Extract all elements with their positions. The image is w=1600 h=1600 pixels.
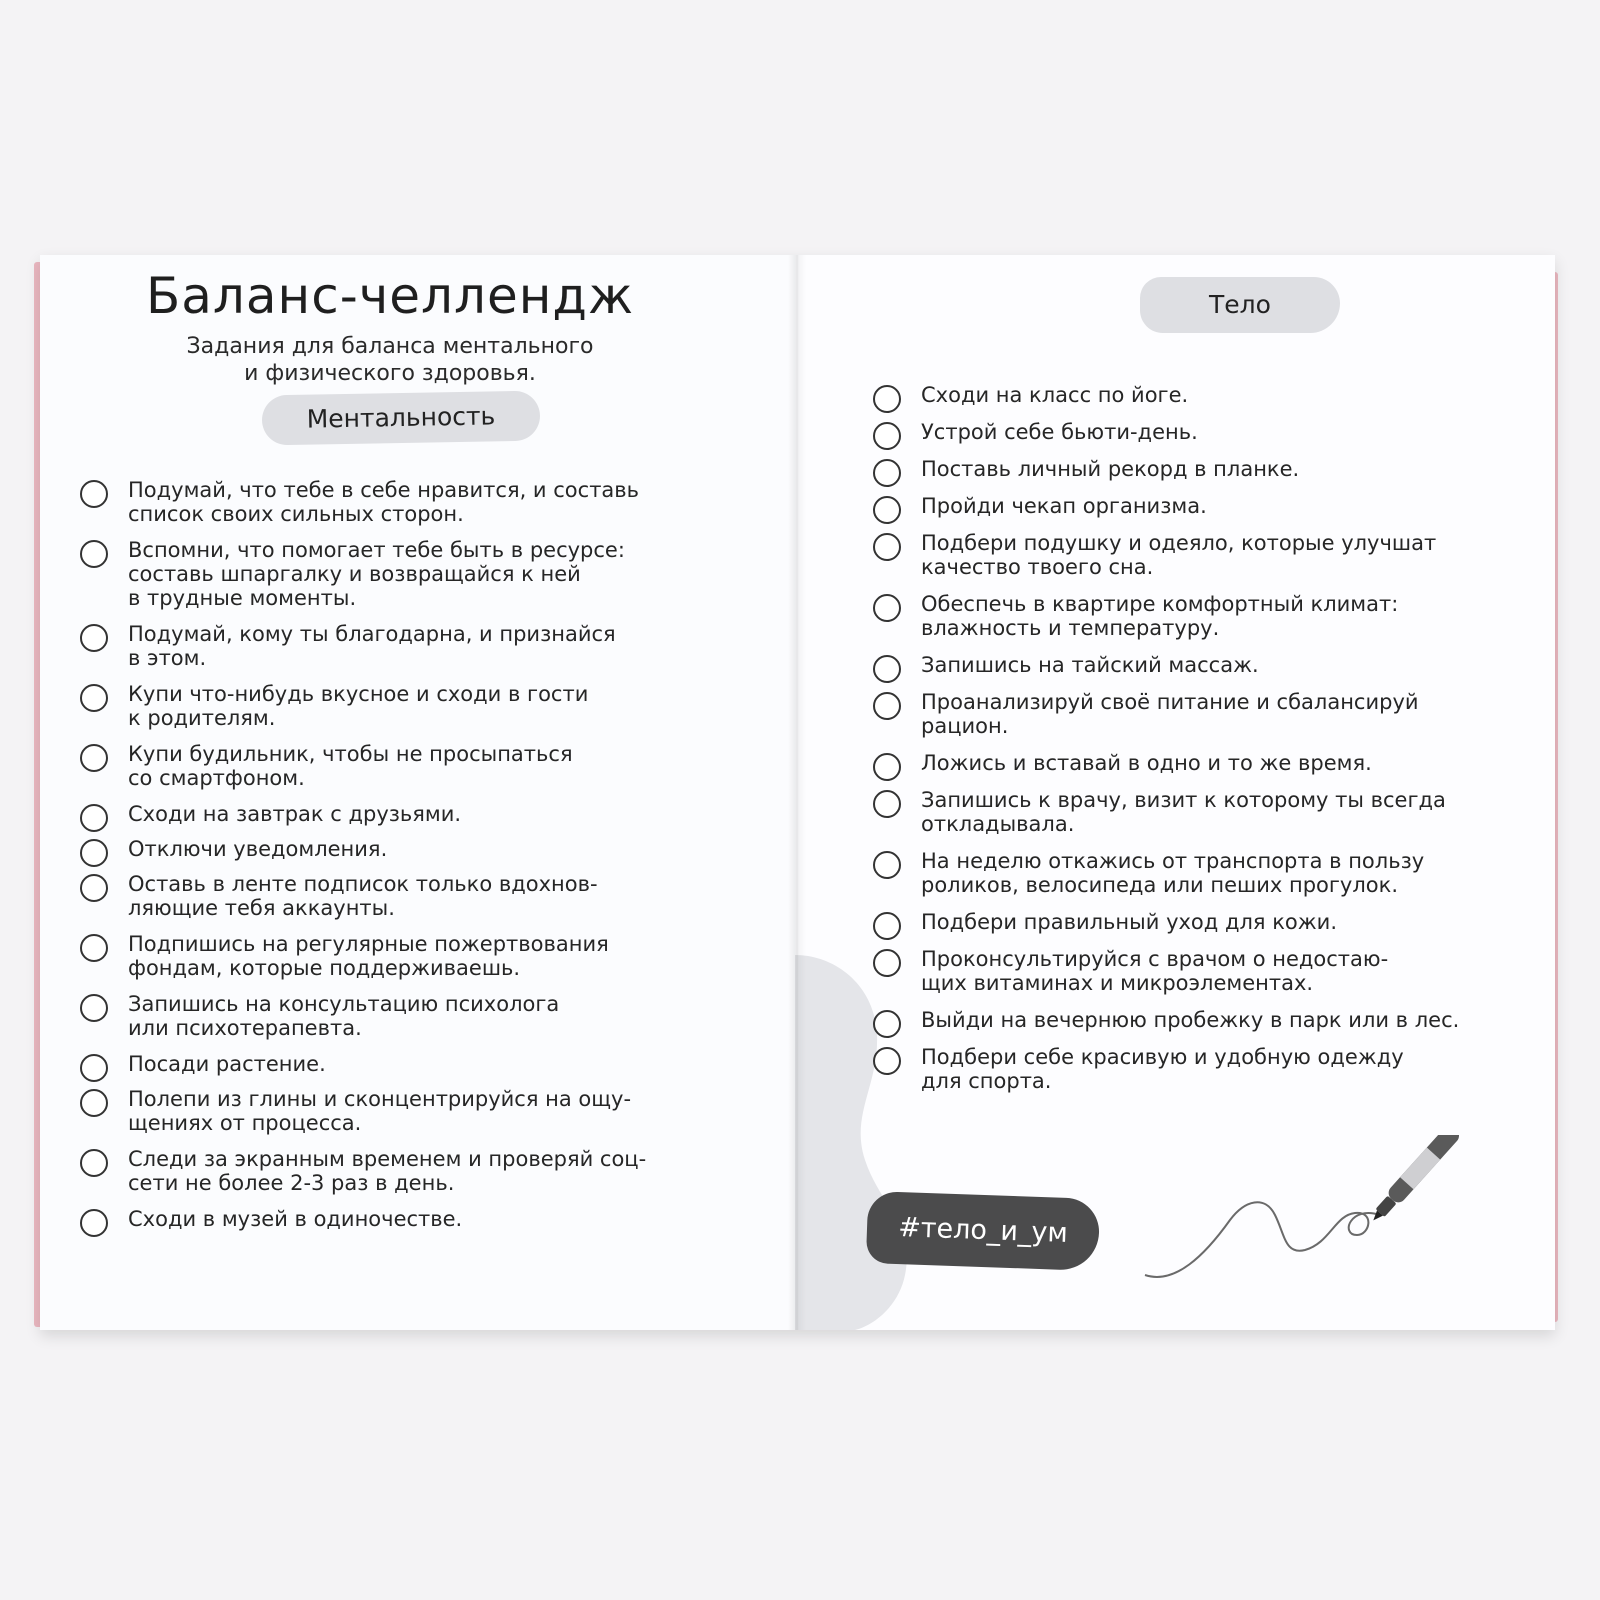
checkbox-circle[interactable] bbox=[80, 1209, 108, 1237]
checklist-item bbox=[873, 653, 1533, 677]
task-text: Подбери себе красивую и удобную одежду bbox=[921, 1045, 1404, 1069]
task-text: рацион. bbox=[921, 714, 1009, 738]
task-text: откладывала. bbox=[921, 812, 1075, 836]
task-text: Купи будильник, чтобы не просыпаться bbox=[128, 742, 573, 766]
task-text: Подбери подушку и одеяло, которые улучшат bbox=[921, 531, 1437, 555]
checklist-item bbox=[873, 690, 1533, 738]
task-text: со смартфоном. bbox=[128, 766, 305, 790]
task-text: Сходи на завтрак с друзьями. bbox=[128, 802, 462, 826]
task-text: ляющие тебя аккаунты. bbox=[128, 896, 395, 920]
checkbox-circle[interactable] bbox=[80, 480, 108, 508]
task-text: или психотерапевта. bbox=[128, 1016, 362, 1040]
task-text: На неделю откажись от транспорта в пользу bbox=[921, 849, 1425, 873]
task-text: Подпишись на регулярные пожертвования bbox=[128, 932, 609, 956]
task-text: Проанализируй своё питание и сбалансируй bbox=[921, 690, 1419, 714]
task-text: Запишись к врачу, визит к которому ты всегда bbox=[921, 788, 1446, 812]
task-text: качество твоего сна. bbox=[921, 555, 1154, 579]
task-text: Обеспечь в квартире комфортный климат: bbox=[921, 592, 1399, 616]
task-text: щих витаминах и микроэлементах. bbox=[921, 971, 1314, 995]
checklist-item bbox=[80, 932, 770, 980]
checklist-item bbox=[873, 947, 1533, 995]
task-text: Ложись и вставай в одно и то же время. bbox=[921, 751, 1372, 775]
task-text: роликов, велосипеда или пеших прогулок. bbox=[921, 873, 1398, 897]
task-text: в этом. bbox=[128, 646, 207, 670]
task-text: Купи что-нибудь вкусное и сходи в гости bbox=[128, 682, 589, 706]
checklist-item bbox=[80, 1147, 770, 1195]
checkbox-circle[interactable] bbox=[80, 1089, 108, 1117]
checklist-item bbox=[80, 1087, 770, 1135]
book-gutter bbox=[788, 255, 806, 1330]
checkbox-circle[interactable] bbox=[873, 949, 901, 977]
checklist-item bbox=[873, 383, 1533, 407]
task-text: для спорта. bbox=[921, 1069, 1052, 1093]
task-text: Проконсультируйся с врачом о недостаю- bbox=[921, 947, 1389, 971]
checklist-item bbox=[80, 538, 770, 610]
checkbox-circle[interactable] bbox=[873, 1010, 901, 1038]
task-text: Запишись на консультацию психолога bbox=[128, 992, 560, 1016]
task-text: сети не более 2-3 раз в день. bbox=[128, 1171, 455, 1195]
section-label-body: Тело bbox=[1140, 277, 1340, 333]
task-text: фондам, которые поддерживаешь. bbox=[128, 956, 521, 980]
checkbox-circle[interactable] bbox=[873, 790, 901, 818]
task-text: Запишись на тайский массаж. bbox=[921, 653, 1259, 677]
page-subtitle bbox=[150, 333, 630, 387]
checkbox-circle[interactable] bbox=[873, 594, 901, 622]
task-text: Подумай, что тебе в себе нравится, и составь bbox=[128, 478, 640, 502]
checklist-item bbox=[873, 494, 1533, 518]
checklist-item bbox=[873, 1045, 1533, 1093]
checkbox-circle[interactable] bbox=[80, 839, 108, 867]
task-text: к родителям. bbox=[128, 706, 276, 730]
pen-icon bbox=[1135, 1135, 1475, 1295]
left-page bbox=[40, 255, 795, 1330]
checkbox-circle[interactable] bbox=[80, 744, 108, 772]
task-text: Посади растение. bbox=[128, 1052, 326, 1076]
checkbox-circle[interactable] bbox=[873, 459, 901, 487]
checklist-item bbox=[80, 802, 770, 826]
page-title: Баланс-челлендж bbox=[145, 267, 635, 325]
task-text: Пройди чекап организма. bbox=[921, 494, 1207, 518]
task-text: влажность и температуру. bbox=[921, 616, 1220, 640]
task-text: Подбери правильный уход для кожи. bbox=[921, 910, 1337, 934]
checklist-item bbox=[80, 478, 770, 526]
checkbox-circle[interactable] bbox=[80, 804, 108, 832]
checkbox-circle[interactable] bbox=[873, 422, 901, 450]
task-text: в трудные моменты. bbox=[128, 586, 357, 610]
checklist-item bbox=[80, 682, 770, 730]
task-text: Устрой себе бьюти-день. bbox=[921, 420, 1198, 444]
checkbox-circle[interactable] bbox=[873, 912, 901, 940]
hashtag-badge: #тело_и_ум bbox=[866, 1191, 1100, 1271]
task-text: список своих сильных сторон. bbox=[128, 502, 464, 526]
subtitle-line: и физического здоровья. bbox=[244, 361, 536, 386]
checklist-item bbox=[873, 910, 1533, 934]
subtitle-line: Задания для баланса ментального bbox=[186, 334, 594, 359]
right-page bbox=[795, 255, 1555, 1330]
checkbox-circle[interactable] bbox=[873, 385, 901, 413]
body-task-list bbox=[873, 383, 1533, 1106]
checkbox-circle[interactable] bbox=[80, 684, 108, 712]
checkbox-circle[interactable] bbox=[80, 624, 108, 652]
task-text: щениях от процесса. bbox=[128, 1111, 362, 1135]
checklist-item bbox=[873, 420, 1533, 444]
checkbox-circle[interactable] bbox=[80, 1054, 108, 1082]
checklist-item bbox=[80, 742, 770, 790]
task-text: Оставь в ленте подписок только вдохнов- bbox=[128, 872, 598, 896]
task-text: Сходи на класс по йоге. bbox=[921, 383, 1189, 407]
checklist-item bbox=[80, 1207, 770, 1231]
checklist-item bbox=[873, 531, 1533, 579]
open-book bbox=[40, 255, 1555, 1330]
checklist-item bbox=[873, 788, 1533, 836]
task-text: Полепи из глины и сконцентрируйся на ощу- bbox=[128, 1087, 632, 1111]
checkbox-circle[interactable] bbox=[873, 851, 901, 879]
checklist-item bbox=[80, 992, 770, 1040]
checklist-item bbox=[80, 837, 770, 861]
checkbox-circle[interactable] bbox=[873, 753, 901, 781]
task-text: составь шпаргалку и возвращайся к ней bbox=[128, 562, 581, 586]
checklist-item bbox=[873, 849, 1533, 897]
checkbox-circle[interactable] bbox=[873, 496, 901, 524]
task-text: Следи за экранным временем и проверяй соц- bbox=[128, 1147, 647, 1171]
mental-task-list bbox=[80, 478, 770, 1242]
checkbox-circle[interactable] bbox=[873, 692, 901, 720]
checkbox-circle[interactable] bbox=[873, 533, 901, 561]
task-text: Подумай, кому ты благодарна, и признайся bbox=[128, 622, 616, 646]
task-text: Отключи уведомления. bbox=[128, 837, 388, 861]
section-label-mental: Ментальность bbox=[262, 391, 541, 446]
checkbox-circle[interactable] bbox=[80, 540, 108, 568]
checklist-item bbox=[80, 622, 770, 670]
task-text: Поставь личный рекорд в планке. bbox=[921, 457, 1300, 481]
checkbox-circle[interactable] bbox=[80, 994, 108, 1022]
checklist-item bbox=[873, 1008, 1533, 1032]
checkbox-circle[interactable] bbox=[873, 1047, 901, 1075]
task-text: Сходи в музей в одиночестве. bbox=[128, 1207, 463, 1231]
task-text: Вспомни, что помогает тебе быть в ресурсе: bbox=[128, 538, 625, 562]
checkbox-circle[interactable] bbox=[873, 655, 901, 683]
checklist-item bbox=[873, 457, 1533, 481]
checkbox-circle[interactable] bbox=[80, 934, 108, 962]
checklist-item bbox=[80, 1052, 770, 1076]
checkbox-circle[interactable] bbox=[80, 874, 108, 902]
checklist-item bbox=[873, 592, 1533, 640]
checkbox-circle[interactable] bbox=[80, 1149, 108, 1177]
checklist-item bbox=[80, 872, 770, 920]
checklist-item bbox=[873, 751, 1533, 775]
task-text: Выйди на вечернюю пробежку в парк или в лес. bbox=[921, 1008, 1460, 1032]
